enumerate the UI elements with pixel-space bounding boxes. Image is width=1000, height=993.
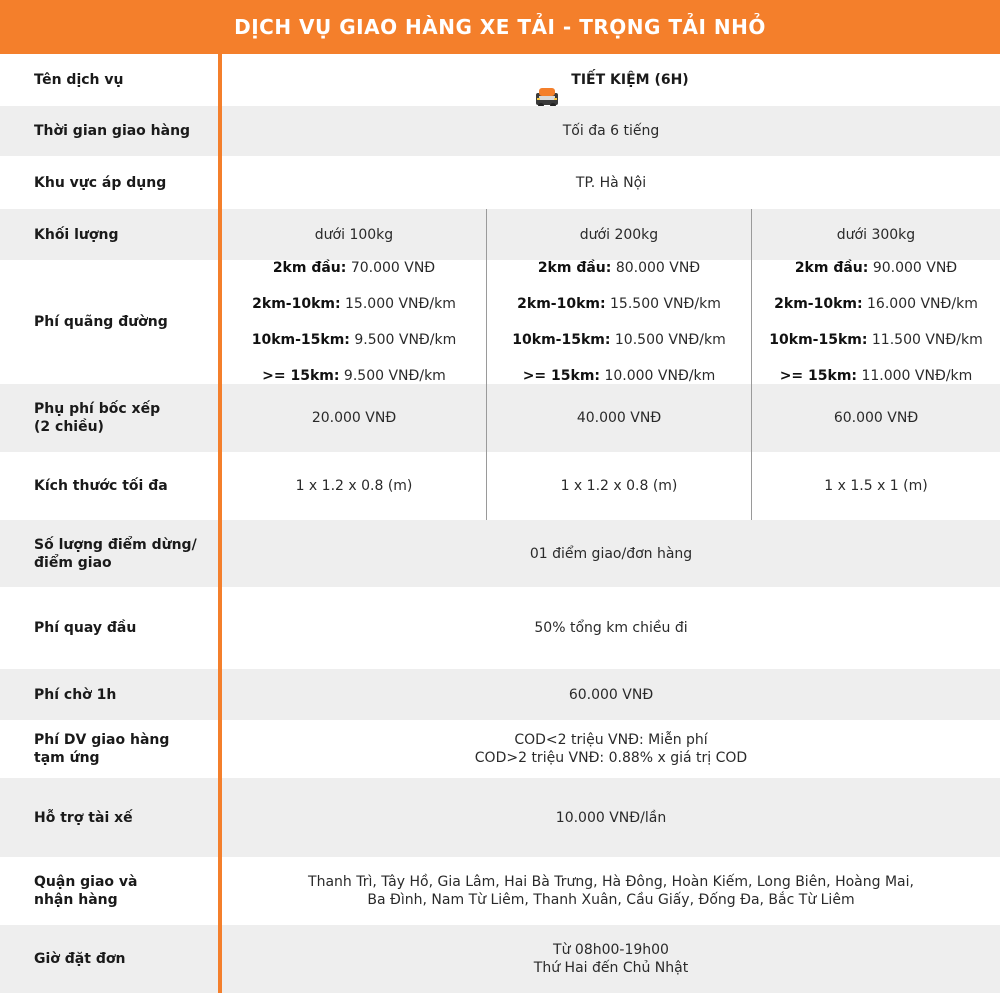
row-label: Phí quay đầu (34, 620, 137, 636)
row-label: Thời gian giao hàng (34, 123, 191, 139)
row-label: Quận giao và nhận hàng (34, 874, 138, 908)
distance-fee-tier-2: 2km đầu: 80.000 VNĐ 2km-10km: 15.500 VNĐ/km 10km-15km: 10.500 VNĐ/km >= 15km: 10.000 VNĐ/km (512, 260, 726, 384)
row-distance-fee (0, 260, 1000, 384)
service-name-label: TIẾT KIỆM (6H) (571, 72, 689, 88)
row-wait-fee (0, 669, 1000, 720)
row-service-name (0, 54, 1000, 106)
row-label: Phí quãng đường (34, 314, 168, 330)
max-size-tier-1: 1 x 1.2 x 0.8 (m) (222, 452, 487, 520)
row-value: 60.000 VNĐ (568, 686, 654, 703)
loading-fee-tier-3: 60.000 VNĐ (833, 410, 919, 426)
weight-tier-2: dưới 200kg (487, 209, 752, 260)
row-label: Kích thước tối đa (34, 478, 168, 494)
row-value: 01 điểm giao/đơn hàng (529, 545, 693, 562)
distance-fee-tier-1: 2km đầu: 70.000 VNĐ 2km-10km: 15.000 VNĐ/km 10km-15km: 9.500 VNĐ/km >= 15km: 9.500 VNĐ/km (251, 260, 457, 384)
loading-fee-tier-1: 20.000 VNĐ (222, 384, 487, 452)
row-area (0, 156, 1000, 209)
truck-icon (533, 66, 561, 94)
row-label: Khu vực áp dụng (34, 174, 167, 191)
row-label: Phí DV giao hàng tạm ứng (34, 732, 170, 766)
row-value: 10.000 VNĐ/lần (555, 809, 667, 826)
row-value: Tối đa 6 tiếng (562, 123, 660, 139)
weight-tier-3: dưới 300kg (836, 226, 916, 243)
row-label: Giờ đặt đơn (34, 951, 126, 967)
row-label: Tên dịch vụ (34, 72, 124, 88)
row-label: Phụ phí bốc xếp (2 chiều) (34, 401, 161, 435)
row-label: Số lượng điểm dừng/ điểm giao (34, 536, 197, 571)
row-label: Phí chờ 1h (34, 686, 117, 703)
pricing-table (0, 54, 1000, 993)
row-cod-fee (0, 720, 1000, 778)
page-title: DỊCH VỤ GIAO HÀNG XE TẢI - TRỌNG TẢI NHỎ (0, 0, 1000, 54)
row-driver-support (0, 778, 1000, 857)
loading-fee-tier-2: 40.000 VNĐ (487, 384, 752, 452)
row-return-fee (0, 587, 1000, 669)
row-value: COD<2 triệu VNĐ: Miễn phí COD>2 triệu VNĐ: 0.88% x giá trị COD (474, 732, 748, 766)
row-delivery-time (0, 106, 1000, 156)
max-size-tier-2: 1 x 1.2 x 0.8 (m) (487, 452, 752, 520)
row-label: Hỗ trợ tài xế (34, 809, 133, 826)
row-max-size (0, 452, 1000, 520)
row-stops (0, 520, 1000, 587)
row-label: Khối lượng (34, 226, 119, 243)
row-value: Thanh Trì, Tây Hồ, Gia Lâm, Hai Bà Trưng, Hà Đông, Hoàn Kiếm, Long Biên, Hoàng Mai, Ba Đình, Nam Từ Liêm, Thanh Xuân, Cầu Giấy, Đống Đa, Bắc Từ Liêm (308, 874, 914, 908)
row-order-hours (0, 925, 1000, 993)
service-name (533, 66, 688, 94)
row-value: Từ 08h00-19h00 Thứ Hai đến Chủ Nhật (533, 942, 689, 976)
max-size-tier-3: 1 x 1.5 x 1 (m) (824, 478, 928, 494)
row-value: TP. Hà Nội (575, 174, 647, 191)
row-districts (0, 857, 1000, 925)
column-divider (218, 54, 222, 993)
weight-tier-1: dưới 100kg (222, 209, 487, 260)
row-loading-fee (0, 384, 1000, 452)
distance-fee-tier-3: 2km đầu: 90.000 VNĐ 2km-10km: 16.000 VNĐ/km 10km-15km: 11.500 VNĐ/km >= 15km: 11.000 VNĐ/km (769, 260, 983, 384)
row-value: 50% tổng km chiều đi (534, 620, 688, 636)
